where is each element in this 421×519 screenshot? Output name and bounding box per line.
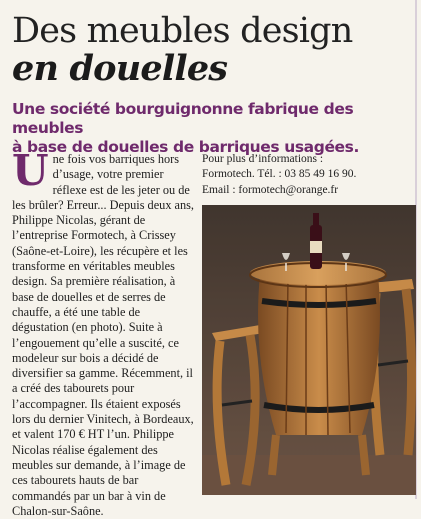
lead-line-2: à base de douelles de barriques usagées. xyxy=(12,138,359,156)
article-title xyxy=(12,12,408,88)
info-heading: Pour plus d’informations : xyxy=(202,153,324,165)
lead-line-1: Une société bourguignonne fabrique des meubles xyxy=(12,100,354,137)
title-line-1: Des meubles design xyxy=(12,11,353,51)
info-phone: Formotech. Tél. : 03 85 49 16 90. xyxy=(202,168,357,181)
title-line-2: en douelles xyxy=(12,48,228,89)
furniture-photo xyxy=(202,205,416,495)
article-body xyxy=(12,146,198,519)
barrel-table-illustration xyxy=(202,205,416,495)
drop-cap: U xyxy=(12,146,49,195)
article-lead xyxy=(12,100,412,157)
info-email: Email : formotech@orange.fr xyxy=(202,183,339,196)
contact-info xyxy=(202,152,410,198)
body-paragraph: ne fois vos barriques hors d’usage, votre premier réflexe est de les jeter ou de les brûler? Erreur... Depuis deux ans, Philippe Nicolas, gérant de l’entreprise Formotech, à Crissey (Saône-et-Loire), les récupère et les transforme en véritables meubles design. Sa première réalisation, à base de douelles et de serres de chauffe, a été une table de dégustation (en photo). Suite à l’engouement qu’elle a suscité, ce modeleur sur bois a décidé de diversifier sa gamme. Récemment, il a créé des tabourets pour l’accompagner. Ils étaient exposés lors du dernier Vinitech, à Bordeaux, et valent 170 € HT l’un. Philippe Nicolas réalise également des meubles sur demande, à l’image de ces tabourets hauts de bar commandés par un bar à vin de Chalon-sur-Saône. xyxy=(12,152,195,518)
